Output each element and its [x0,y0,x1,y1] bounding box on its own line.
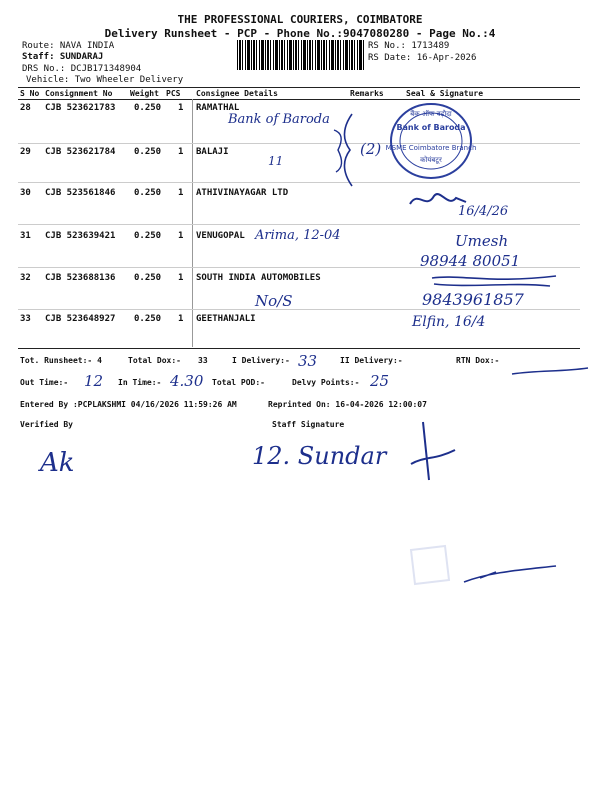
row-pcs: 1 [178,147,184,157]
row-sno: 30 [20,188,31,198]
row-weight: 0.250 [134,314,162,324]
row-consignment: CJB 523621784 [45,147,116,157]
runsheet-title: Delivery Runsheet - PCP - Phone No.:9047080280 - Page No.:4 [104,27,496,40]
barcode-image [237,40,365,70]
row-consignee: ATHIVINAYAGAR LTD [196,188,289,198]
row-consignee: RAMATHAL [196,103,240,113]
reprinted-on: Reprinted On: 16-04-2026 12:00:07 [268,400,427,409]
handwritten-signature-33: Elfin, 16/4 [412,314,486,330]
row-pcs: 1 [178,188,184,198]
vehicle-label: Vehicle: Two Wheeler Delivery [26,75,184,85]
verified-by-signature: Ak [40,448,75,478]
bottom-pen-stroke [460,562,560,586]
rs-number: RS No.: 1713489 [368,41,450,51]
col-consignee: Consignee Details [196,89,278,98]
tot-runsheet: Tot. Runsheet:- 4 [20,356,102,365]
col-remarks: Remarks [350,89,384,98]
col-sno: S No [20,89,40,98]
row-consignment: CJB 523561846 [45,188,116,198]
total-dox-label: Total Dox:- [128,356,181,365]
row-weight: 0.250 [134,273,162,283]
row-rule [18,182,580,183]
out-time-label: Out Time:- [20,378,69,387]
row-consignment: CJB 523639421 [45,231,116,241]
in-time-label: In Time:- [118,378,162,387]
stamp-bank-name: Bank of Baroda [396,123,466,132]
stamp-city-name: कोयंबटूर [420,156,442,164]
handwritten-phone-32: 9843961857 [422,290,524,309]
staff-handwritten-signature: 12. Sundar [252,442,387,470]
row-consignment: CJB 523688136 [45,273,116,283]
row-weight: 0.250 [134,231,162,241]
handwritten-name-31: Arima, 12-04 [255,228,341,243]
rtn-dox-label: RTN Dox:- [456,356,500,365]
row-pcs: 1 [178,273,184,283]
stamp-branch-name: MSME Coimbatore Branch [385,144,477,152]
handwritten-out-time: 12 [84,372,104,390]
col-consignment: Consignment No [45,89,113,98]
handwritten-remark-32: No/S [255,292,293,310]
handwritten-phone-31: 98944 80051 [420,252,521,270]
rs-date: RS Date: 16-Apr-2026 [368,53,477,63]
handwritten-i-delivery: 33 [298,352,318,370]
company-name: THE PROFESSIONAL COURIERS, COIMBATORE [177,13,423,26]
entered-by: Entered By :PCPLAKSHMI 04/16/2026 11:59:26 AM [20,400,237,409]
col-seal: Seal & Signature [406,89,484,98]
handwritten-in-time: 4.30 [170,372,204,390]
handwritten-remark-29: (2) [360,140,382,158]
total-dox-value: 33 [198,356,208,365]
row-sno: 31 [20,231,31,241]
table-row [0,145,600,187]
row-sno: 32 [20,273,31,283]
row-sno: 29 [20,147,31,157]
verified-by-label: Verified By [20,420,73,429]
row-sno: 33 [20,314,31,324]
row-pcs: 1 [178,231,184,241]
i-delivery-label: I Delivery:- [232,356,290,365]
stamp-hindi-name: बैंक ऑफ बड़ौदा [410,110,452,118]
table-row [0,186,600,228]
row-weight: 0.250 [134,147,162,157]
staff-signature-label: Staff Signature [272,420,345,429]
total-pod-label: Total POD:- [212,378,265,387]
drs-number: DRS No.: DCJB171348904 [22,64,142,74]
row-sno: 28 [20,103,31,113]
row-consignee: VENUGOPAL [196,231,245,241]
col-weight: Weight [130,89,159,98]
row-weight: 0.250 [134,103,162,113]
staff-label: Staff: SUNDARAJ [22,52,104,62]
row-consignee: GEETHANJALI [196,314,256,324]
handwritten-signature-31: Umesh [455,232,509,250]
table-top-rule [18,87,580,88]
row-pcs: 1 [178,103,184,113]
col-pcs: PCS [166,89,181,98]
row-weight: 0.250 [134,188,162,198]
row-rule [18,143,580,144]
table-bottom-rule [18,348,580,349]
ii-delivery-label: II Delivery:- [340,356,403,365]
table-header-rule [18,99,580,100]
faint-bleed-through-mark [405,540,455,590]
row-pcs: 1 [178,314,184,324]
row-consignee: BALAJI [196,147,229,157]
handwritten-ditto: 11 [268,154,284,168]
handwritten-delvy-points: 25 [370,372,390,390]
row-rule [18,309,580,310]
row-rule [18,224,580,225]
handwritten-bank-name: Bank of Baroda [228,112,330,127]
delvy-points-label: Delvy Points:- [292,378,360,387]
staff-signature-flourish [405,420,465,500]
bank-seal-stamp [385,100,477,182]
route-label: Route: NAVA INDIA [22,41,115,51]
rtn-dox-dash [510,366,590,378]
handwritten-date-30: 16/4/26 [458,204,509,219]
signature-scribble-32 [430,272,560,290]
row-consignment: CJB 523621783 [45,103,116,113]
row-consignment: CJB 523648927 [45,314,116,324]
row-consignee: SOUTH INDIA AUTOMOBILES [196,273,321,283]
